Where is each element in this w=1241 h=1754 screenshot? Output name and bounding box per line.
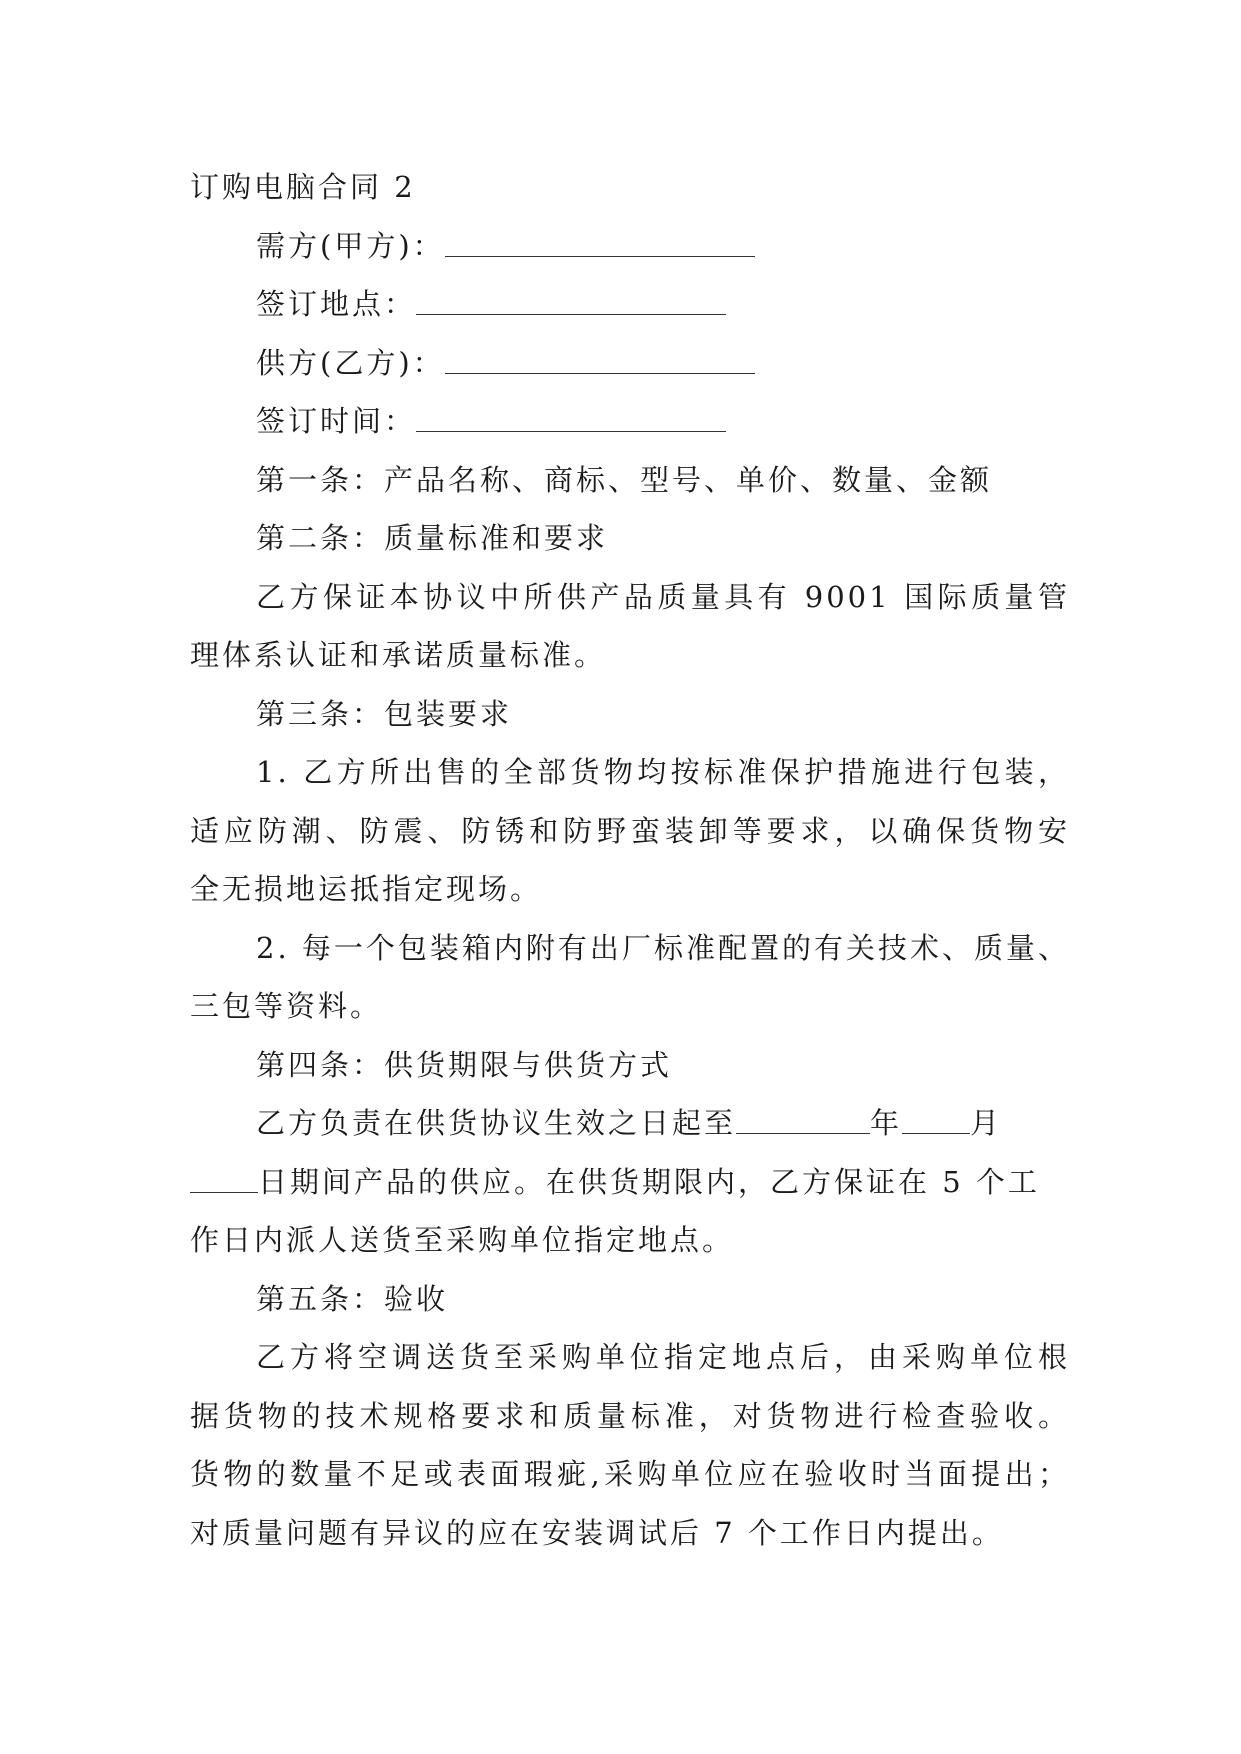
- article-5-text: 据货物的技术规格要求和质量标准，对货物进行检查验收。: [190, 1398, 1070, 1433]
- article-5-heading: 第五条：验收: [256, 1281, 449, 1316]
- article-5-text: 对质量问题有异议的应在安装调试后 7 个工作日内提出。: [190, 1515, 1004, 1550]
- field-label: 签订地点：: [256, 287, 417, 321]
- document-body: [190, 158, 1070, 1562]
- month-label: 月: [970, 1106, 1003, 1140]
- blank-line: [416, 277, 726, 316]
- article-3-item-2: 三包等资料。: [190, 989, 383, 1023]
- article-3-heading: 第三条：包装要求: [256, 696, 513, 731]
- article-4-text: 作日内派人送货至采购单位指定地点。: [190, 1223, 735, 1257]
- field-demand-party: [190, 217, 1070, 276]
- article-4-text-part: 日期间产品的供应。在供货期限内，乙方保证在 5 个工: [258, 1164, 1040, 1199]
- article-4-heading: 第四条：供货期限与供货方式: [256, 1047, 673, 1082]
- field-supply-party: [190, 334, 1070, 393]
- article-4-text-part: 乙方负责在供货协议生效之日起至: [256, 1106, 737, 1140]
- field-label: 签订时间：: [256, 404, 417, 438]
- article-3-item-1: 全无损地运抵指定现场。: [190, 872, 543, 906]
- field-label: 需方(甲方)：: [256, 228, 445, 263]
- blank-line: [445, 335, 755, 374]
- article-2-heading: 第二条：质量标准和要求: [256, 521, 609, 555]
- field-label: 供方(乙方)：: [256, 345, 445, 380]
- article-1: 第一条：产品名称、商标、型号、单价、数量、金额: [256, 462, 993, 497]
- blank-line: [902, 1096, 970, 1135]
- article-3-item-2: 2. 每一个包装箱内附有出厂标准配置的有关技术、质量、: [256, 930, 1070, 965]
- article-2-text: 理体系认证和承诺质量标准。: [190, 638, 607, 672]
- article-4-text: [190, 1094, 1070, 1153]
- blank-line: [736, 1096, 870, 1135]
- field-sign-time: [190, 392, 1070, 451]
- year-label: 年: [870, 1106, 903, 1140]
- article-3-item-1: 1. 乙方所出售的全部货物均按标准保护措施进行包装，: [256, 755, 1070, 789]
- article-5-text: 货物的数量不足或表面瑕疵,采购单位应在验收时当面提出；: [190, 1457, 1070, 1491]
- field-sign-place: [190, 275, 1070, 334]
- blank-line: [190, 1154, 258, 1193]
- article-5-text: 乙方将空调送货至采购单位指定地点后，由采购单位根: [256, 1340, 1070, 1374]
- article-4-text: [190, 1153, 1070, 1212]
- article-2-text: 乙方保证本协议中所供产品质量具有 9001 国际质量管: [256, 579, 1070, 614]
- blank-line: [445, 218, 755, 257]
- document-title: 订购电脑合同 2: [190, 170, 416, 204]
- blank-line: [416, 394, 726, 433]
- article-3-item-1: 适应防潮、防震、防锈和防野蛮装卸等要求，以确保货物安: [190, 813, 1070, 848]
